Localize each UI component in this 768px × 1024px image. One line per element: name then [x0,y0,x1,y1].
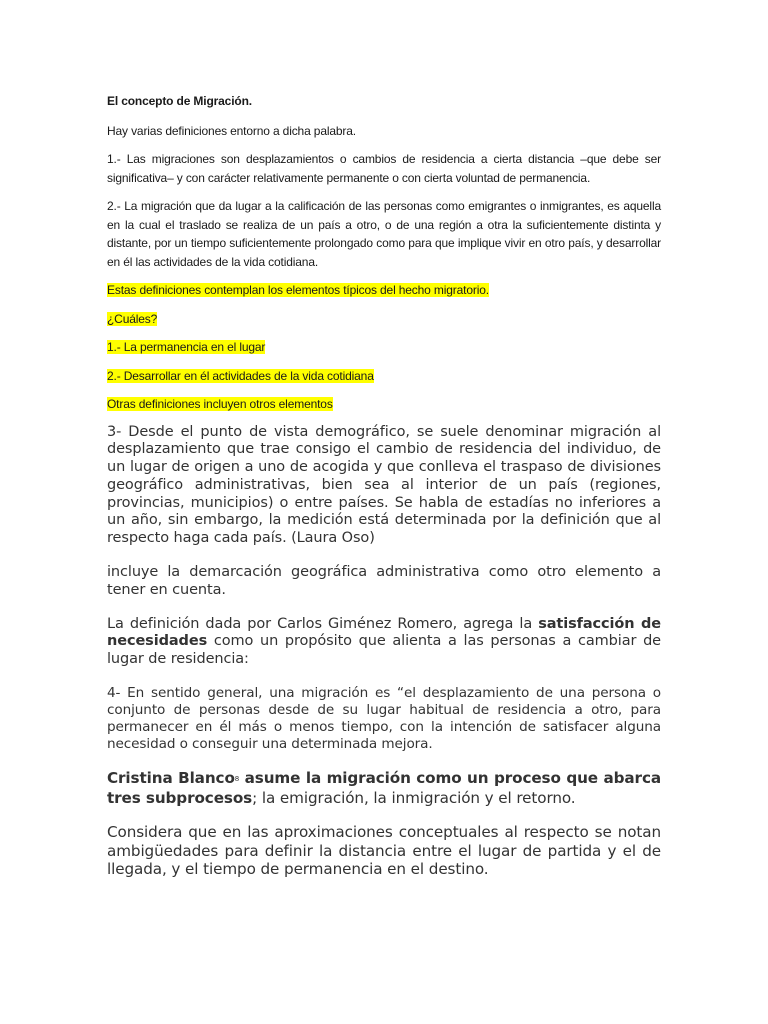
document-title: El concepto de Migración. [107,94,252,108]
blanco-after: ; la emigración, la inmigración y el retorno. [252,788,576,807]
blanco-bold: asume la migración como un proceso que abarca tres subprocesos [107,769,661,807]
highlight-text: Otras definiciones incluyen otros elementos [107,397,333,411]
gimenez-after: como un propósito que alienta a las personas a cambiar de lugar de residencia: [107,633,661,668]
definition-2: 2.- La migración que da lugar a la calificación de las personas como emigrantes o inmigrantes, es aquella en la cual el traslado se realiza de un país a otro, o de una región a otra la suficientemente distinta y distante, por un tiempo suficientemente prolongado como para que implique vivir en otro país, y desarrollar en él las actividades de la vida cotidiana. [107,199,661,269]
closing-paragraph: Considera que en las aproximaciones conceptuales al respecto se notan ambigüedades para definir la distancia entre el lugar de partida y el de llegada, y el tiempo de permanencia en el destino. [107,823,661,879]
gimenez-paragraph [107,616,661,669]
footnote-ref: 8 [234,775,240,784]
blanco-name: Cristina Blanco [107,769,235,788]
definition-1: 1.- Las migraciones son desplazamientos o cambios de residencia a cierta distancia –que debe ser significativa– y con carácter relativamente permanente o con cierta voluntad de permanencia. [107,152,661,185]
highlight-text: Estas definiciones contemplan los elementos típicos del hecho migratorio. [107,283,489,297]
document-page [107,92,661,895]
highlighted-line-3 [107,338,661,357]
intro-paragraph: Hay varias definiciones entorno a dicha palabra. [107,123,356,138]
highlighted-line-5 [107,395,661,414]
highlight-text: ¿Cuáles? [107,311,158,326]
highlighted-line-4 [107,367,661,386]
definition-3: 3- Desde el punto de vista demográfico, se suele denominar migración al desplazamiento que trae consigo el cambio de residencia del individuo, de un lugar de origen a uno de acogida y que conlleva el traspaso de divisiones geográfico administrativas, bien sea al interior de un país (regiones, provincias, municipios) o entre países. Se habla de estadías no inferiores a un año, sin embargo, la medición está determinada por la definición que al respecto haga cada país. (Laura Oso) [107,423,661,547]
highlighted-line-2 [107,310,661,329]
gimenez-bold: satisfacción de necesidades [107,615,661,650]
definition-4: 4- En sentido general, una migración es “el desplazamiento de una persona o conjunto de personas desde de su lugar habitual de residencia a otro, para permanecer en él más o menos tiempo, con la intención de satisfacer alguna necesidad o conseguir una determinada mejora. [107,685,661,753]
note-paragraph: incluye la demarcación geográfica administrativa como otro elemento a tener en cuenta. [107,564,661,598]
highlight-text: 2.- Desarrollar en él actividades de la vida cotidiana [107,368,374,383]
highlight-text: 1.- La permanencia en el lugar [107,340,266,354]
gimenez-before: La definición dada por Carlos Giménez Romero, agrega la [107,615,539,632]
highlighted-line-1 [107,281,661,300]
blanco-paragraph [107,769,661,807]
